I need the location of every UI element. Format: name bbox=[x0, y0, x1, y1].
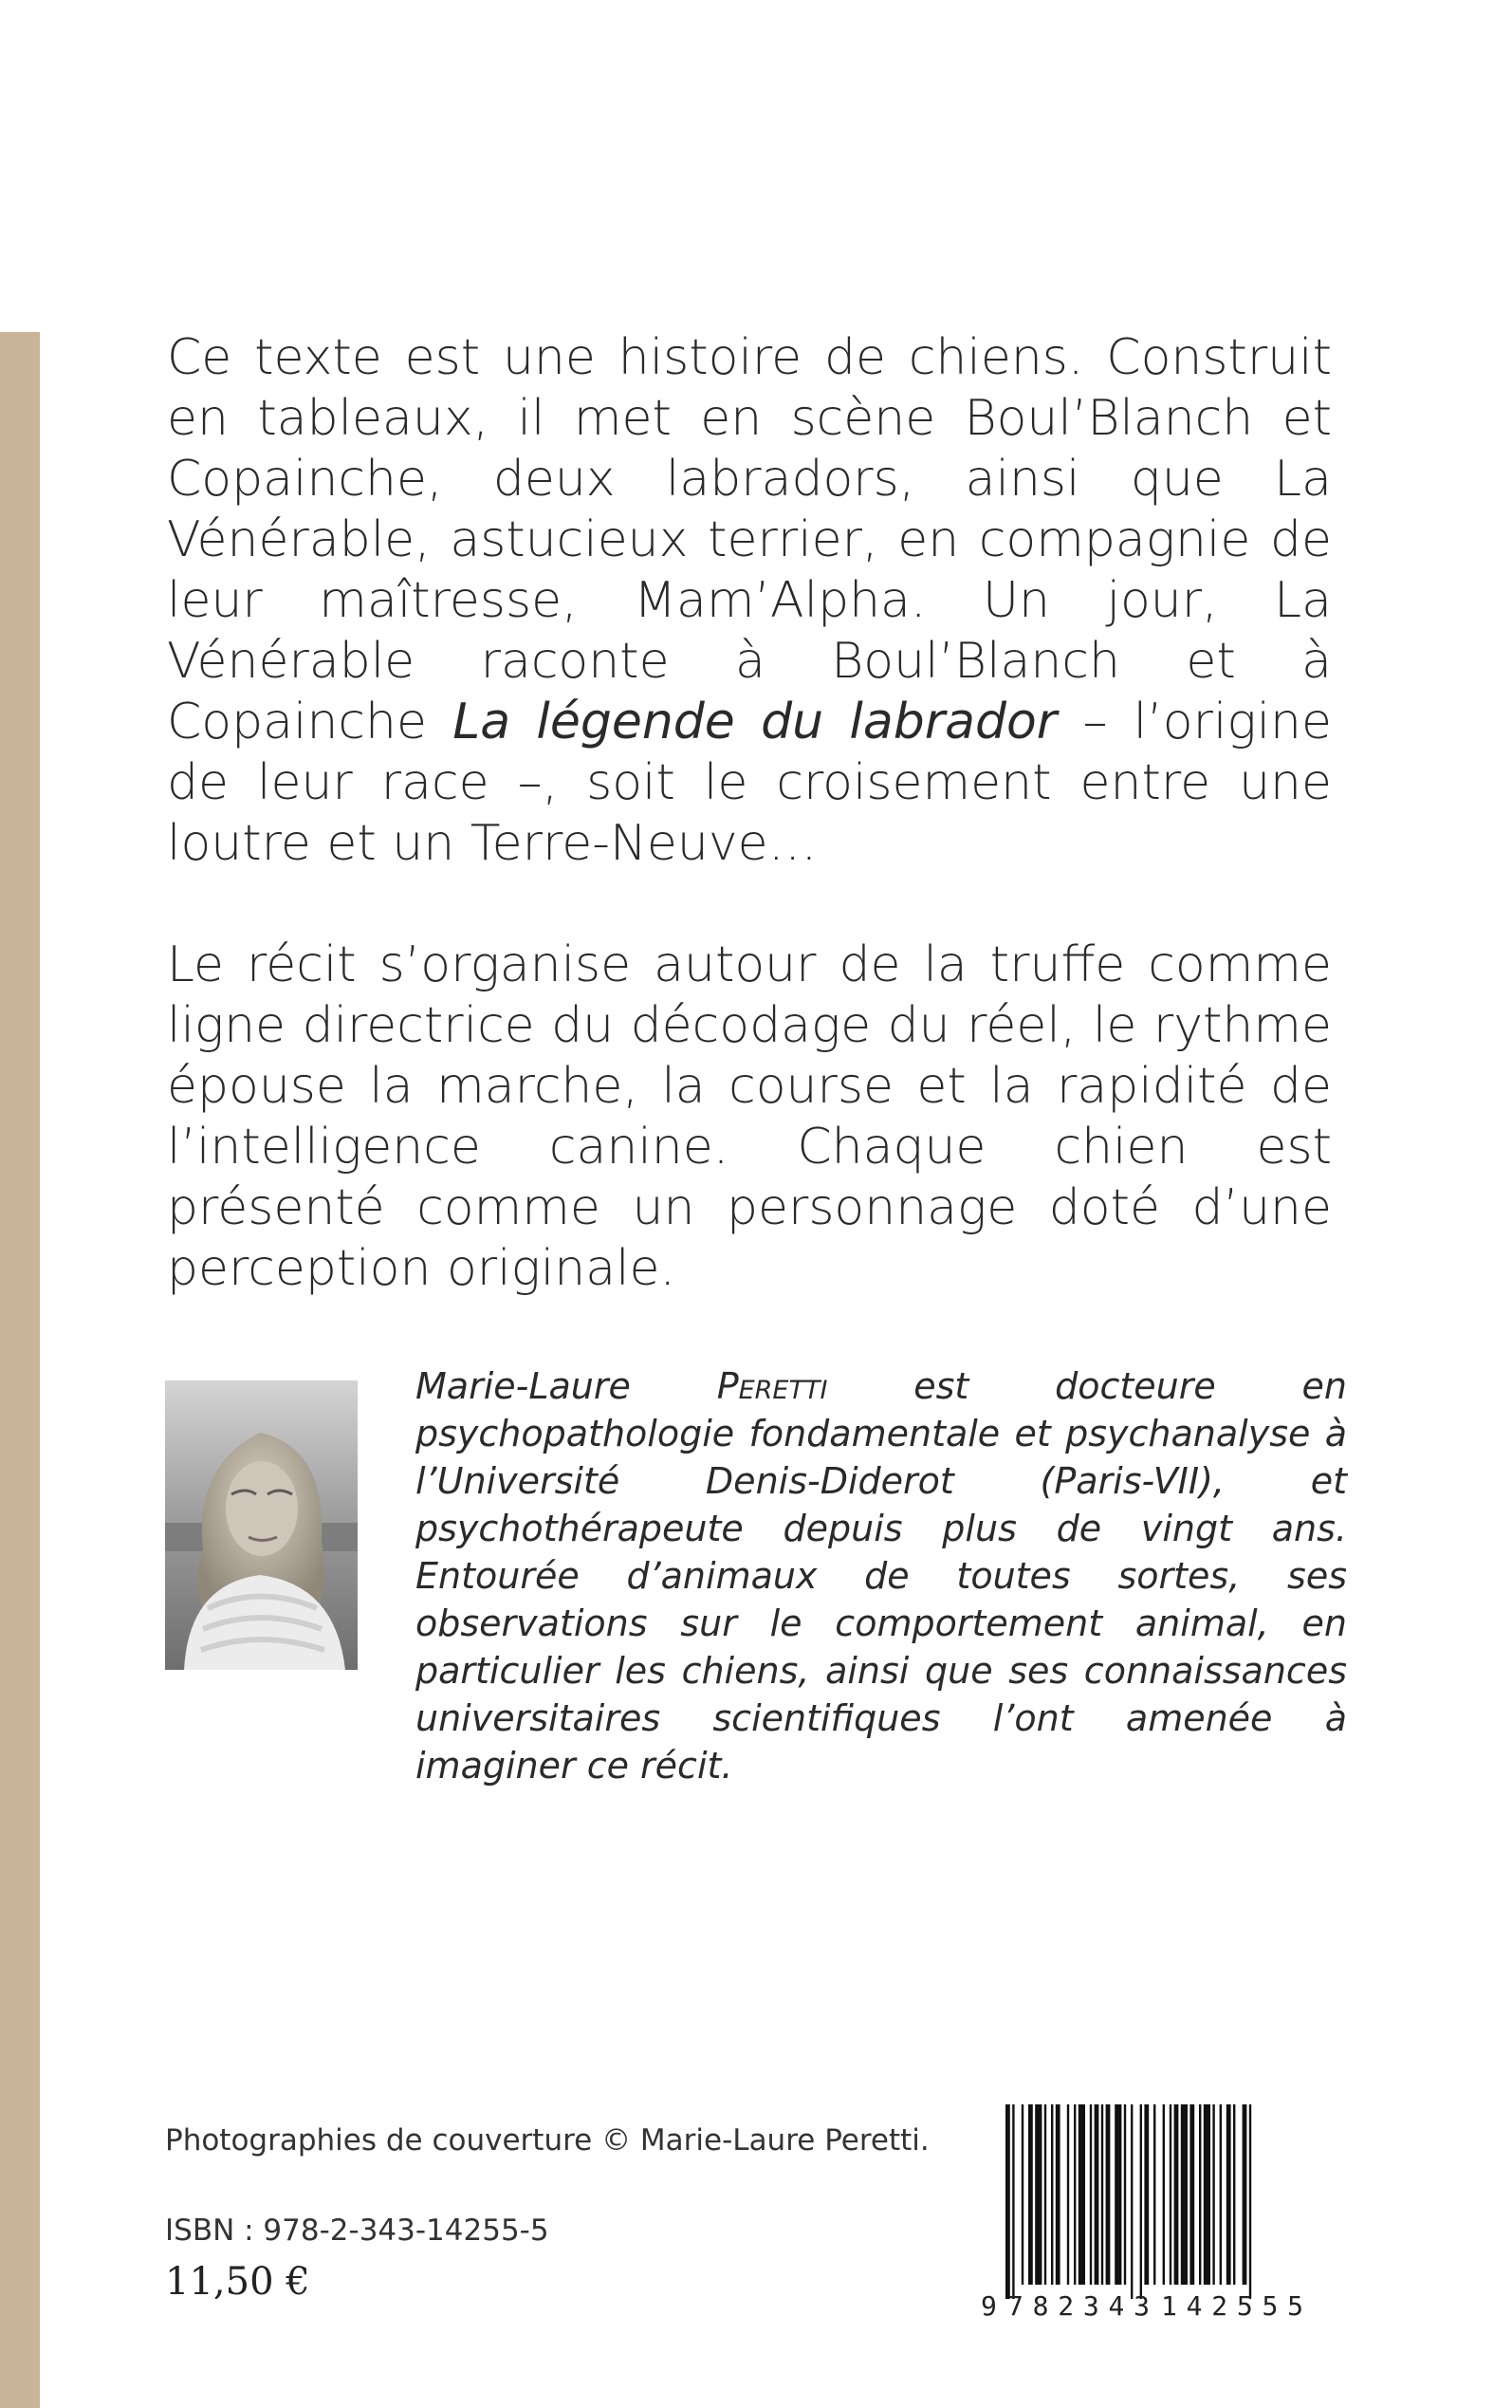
barcode-bar bbox=[1124, 2104, 1126, 2285]
barcode-first-digit: 9 bbox=[981, 2290, 997, 2322]
author-surname: Peretti bbox=[716, 1365, 828, 1407]
barcode-bar bbox=[1044, 2104, 1046, 2285]
barcode-bar bbox=[1079, 2104, 1085, 2285]
barcode-bar bbox=[1115, 2104, 1121, 2285]
barcode-bar bbox=[1131, 2104, 1133, 2299]
spine-band bbox=[0, 332, 40, 2408]
barcode-bar bbox=[1012, 2104, 1014, 2299]
barcode-bar bbox=[1035, 2104, 1042, 2285]
barcode-bar bbox=[1005, 2104, 1010, 2299]
barcode-right-digits: 142555 bbox=[1161, 2290, 1303, 2322]
author-bio-text: est docteure en psychopathologie fondamentale et psychanalyse à l’Université Denis-Diderot (Paris-VII), et psychothérapeute depuis plus de vingt ans. Entourée d’animaux de toutes sortes, ses observations sur le comportement animal, en particulier les chiens, ainsi que ses connaissances universitaires scientifiques l’ont amenée à imaginer ce récit. bbox=[415, 1365, 1347, 1787]
isbn-barcode bbox=[979, 2104, 1322, 2323]
barcode-bar bbox=[1189, 2104, 1194, 2285]
barcode-bar bbox=[1233, 2104, 1235, 2285]
barcode-bar bbox=[1170, 2104, 1171, 2285]
barcode-bar bbox=[1243, 2104, 1247, 2285]
barcode-bar bbox=[1028, 2104, 1033, 2285]
barcode-bar bbox=[1106, 2104, 1111, 2285]
barcode-bar bbox=[1051, 2104, 1053, 2285]
barcode-bar bbox=[1212, 2104, 1214, 2285]
barcode-bar bbox=[1101, 2104, 1103, 2285]
barcode-bar bbox=[1022, 2104, 1023, 2285]
barcode-left-digits: 782343 bbox=[1007, 2290, 1150, 2322]
barcode-bar bbox=[1153, 2104, 1155, 2285]
barcode-bar bbox=[1074, 2104, 1076, 2285]
barcode-bar bbox=[1204, 2104, 1210, 2285]
author-bio bbox=[415, 1362, 1347, 1789]
barcode-bar bbox=[1095, 2104, 1099, 2285]
barcode-bar bbox=[1220, 2104, 1222, 2285]
barcode-bar bbox=[1181, 2104, 1188, 2285]
barcode-bar bbox=[1067, 2104, 1069, 2285]
isbn: ISBN : 978-2-343-14255-5 bbox=[165, 2214, 549, 2248]
barcode-bar bbox=[1140, 2104, 1142, 2299]
barcode-bar bbox=[1199, 2104, 1201, 2285]
barcode-bar bbox=[1163, 2104, 1165, 2285]
barcode-bar bbox=[1226, 2104, 1231, 2285]
back-cover-blurb bbox=[167, 327, 1332, 1299]
price: 11,50 € bbox=[165, 2260, 310, 2304]
author-first-name: Marie-Laure bbox=[415, 1365, 717, 1407]
barcode-bar bbox=[1144, 2104, 1149, 2285]
photo-credits: Photographies de couverture © Marie-Laure Peretti. bbox=[165, 2123, 930, 2158]
blurb-paragraph-2: Le récit s’organise autour de la truffe comme ligne directrice du décodage du réel, le rythme épouse la marche, la course et la rapidité de l’intelligence canine. Chaque chien est présenté comme un personnage doté d’une perception originale. bbox=[167, 936, 1332, 1297]
barcode-bar bbox=[1090, 2104, 1092, 2285]
barcode-bar bbox=[1249, 2104, 1251, 2299]
book-title-italic: La légende du labrador bbox=[452, 694, 1058, 750]
author-photo bbox=[165, 1380, 358, 1670]
barcode-bar bbox=[1056, 2104, 1060, 2285]
blurb-paragraph-1: Ce texte est une histoire de chiens. Construit en tableaux, il met en scène Boul’Blanch et Copainche, deux labradors, ainsi que La Vénérable, astucieux terrier, en compagnie de leur maîtresse, Mam’Alpha. Un jour, La Vénérable raconte à Boul’Blanch et à Copainche La légende du labrador – l’origine de leur race –, soit le croisement entre une loutre et un Terre-Neuve… bbox=[167, 329, 1332, 872]
barcode-bar bbox=[1174, 2104, 1179, 2285]
